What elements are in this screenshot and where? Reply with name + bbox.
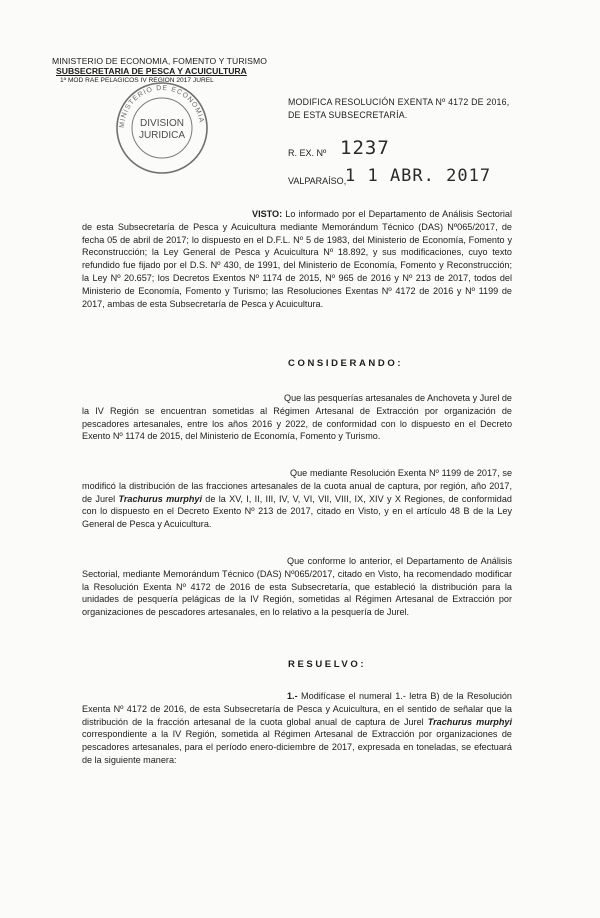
resolution-number-label: R. EX. Nº (288, 148, 327, 158)
resolution-subject (288, 96, 509, 122)
visto-paragraph (82, 208, 512, 310)
place-label: VALPARAÍSO, (288, 176, 347, 186)
resuelvo-heading: RESUELVO: (288, 659, 367, 670)
resuelvo-1: 1.- Modifícase el numeral 1.- letra B) de la Resolución Exenta Nº 4172 de 2016, de esta Subsecretaría de Pesca y Acuicultura, en el sentido de señalar que la distribución de la fracción artesanal de la cuota global anual de captura de Jurel Trachurus murphyi correspondiente a la IV Región, sometida al Régimen Artesanal de Extracción por organizaciones de pescadores artesanales, para el período enero-diciembre de 2017, expresada en toneladas, se efectuará de la siguiente manera: (82, 691, 512, 765)
resuelvo-item-number: 1.- (287, 691, 298, 701)
species-name: Trachurus murphyi (427, 716, 512, 727)
considerando-3: Que conforme lo anterior, el Departamento de Análisis Sectorial, mediante Memorándum Técnico (DAS) Nº065/2017, citado en Visto, ha recomendado modificar la Resolución Exenta Nº 4172 de 2016 de esta Subsecretaría, que estableció la distribución para la unidades de pesquería pelágicas de la IV Región, sometidas al Régimen Artesanal de Extracción por organizaciones de pescadores artesanales, en lo relativo a la pesquería de Jurel. (82, 556, 512, 618)
species-name: Trachurus murphyi (118, 493, 202, 504)
visto-lead: VISTO: (252, 209, 283, 219)
considerando-heading: CONSIDERANDO: (288, 358, 404, 369)
considerando-1: Que las pesquerías artesanales de Anchoveta y Jurel de la IV Región se encuentran sometidas al Régimen Artesanal de Extracción por organización de pescadores artesanales, entre los años 2016 y 2022, de conformidad con lo dispuesto en el Decreto Exento Nº 1174 de 2015, del Ministerio de Economía, Fomento y Turismo. (82, 393, 512, 442)
stamp-line-2: JURIDICA (138, 130, 186, 141)
resolution-date: 1 1 ABR. 2017 (345, 166, 492, 186)
subsecretaria-name: SUBSECRETARIA DE PESCA Y ACUICULTURA (56, 66, 247, 76)
division-juridica-stamp (114, 80, 210, 176)
ministry-name: MINISTERIO DE ECONOMIA, FOMENTO Y TURISMO (52, 56, 267, 66)
resolution-number: 1237 (340, 137, 390, 159)
visto-text: Lo informado por el Departamento de Análisis Sectorial de esta Subsecretaría de Pesca y Acuicultura mediante Memorándum Técnico (DAS) Nº065/2017, de fecha 05 de abril de 2017; lo dispuesto en el D.F.L. Nº 5 de 1983, del Ministerio de Economía, Fomento y Reconstrucción; la Ley General de Pesca y Acuicultura Nº 18.892, y sus modificaciones, cuyo texto refundido fue fijado por el D.S. Nº 430, de 1991, del Ministerio de Economía, Fomento y Reconstrucción; la Ley Nº 20.657; los Decretos Exentos Nº 1174 de 2015, Nº 965 de 2016 y Nº 213 de 2017, todos del Ministerio de Economía, Fomento y Turismo; las Resoluciones Exentas Nº 4172 de 2016 y Nº 1199 de 2017, ambas de esta Subsecretaría de Pesca y Acuicultura. (82, 209, 512, 309)
considerando-2: Que mediante Resolución Exenta Nº 1199 de 2017, se modificó la distribución de las fracciones artesanales de la cuota anual de captura, por región, año 2017, de Jurel Trachurus murphyi de la XV, I, II, III, IV, V, VI, VII, VIII, IX, XIV y X Regiones, de conformidad con lo dispuesto en el Decreto Exento Nº 213 de 2017, citado en Visto, y en el artículo 48 B de la Ley General de Pesca y Acuicultura. (82, 468, 512, 530)
stamp-ring-text: MINISTERIO DE ECONOMIA (118, 84, 205, 129)
document-reference: 1ª MOD RAE PELAGICOS IV REGION 2017 JUREL (60, 77, 214, 84)
subject-line-1: MODIFICA RESOLUCIÓN EXENTA Nº 4172 DE 2016, (288, 97, 510, 107)
stamp-line-1: DIVISION (140, 118, 184, 129)
subject-line-2: DE ESTA SUBSECRETARÍA. (288, 110, 408, 120)
